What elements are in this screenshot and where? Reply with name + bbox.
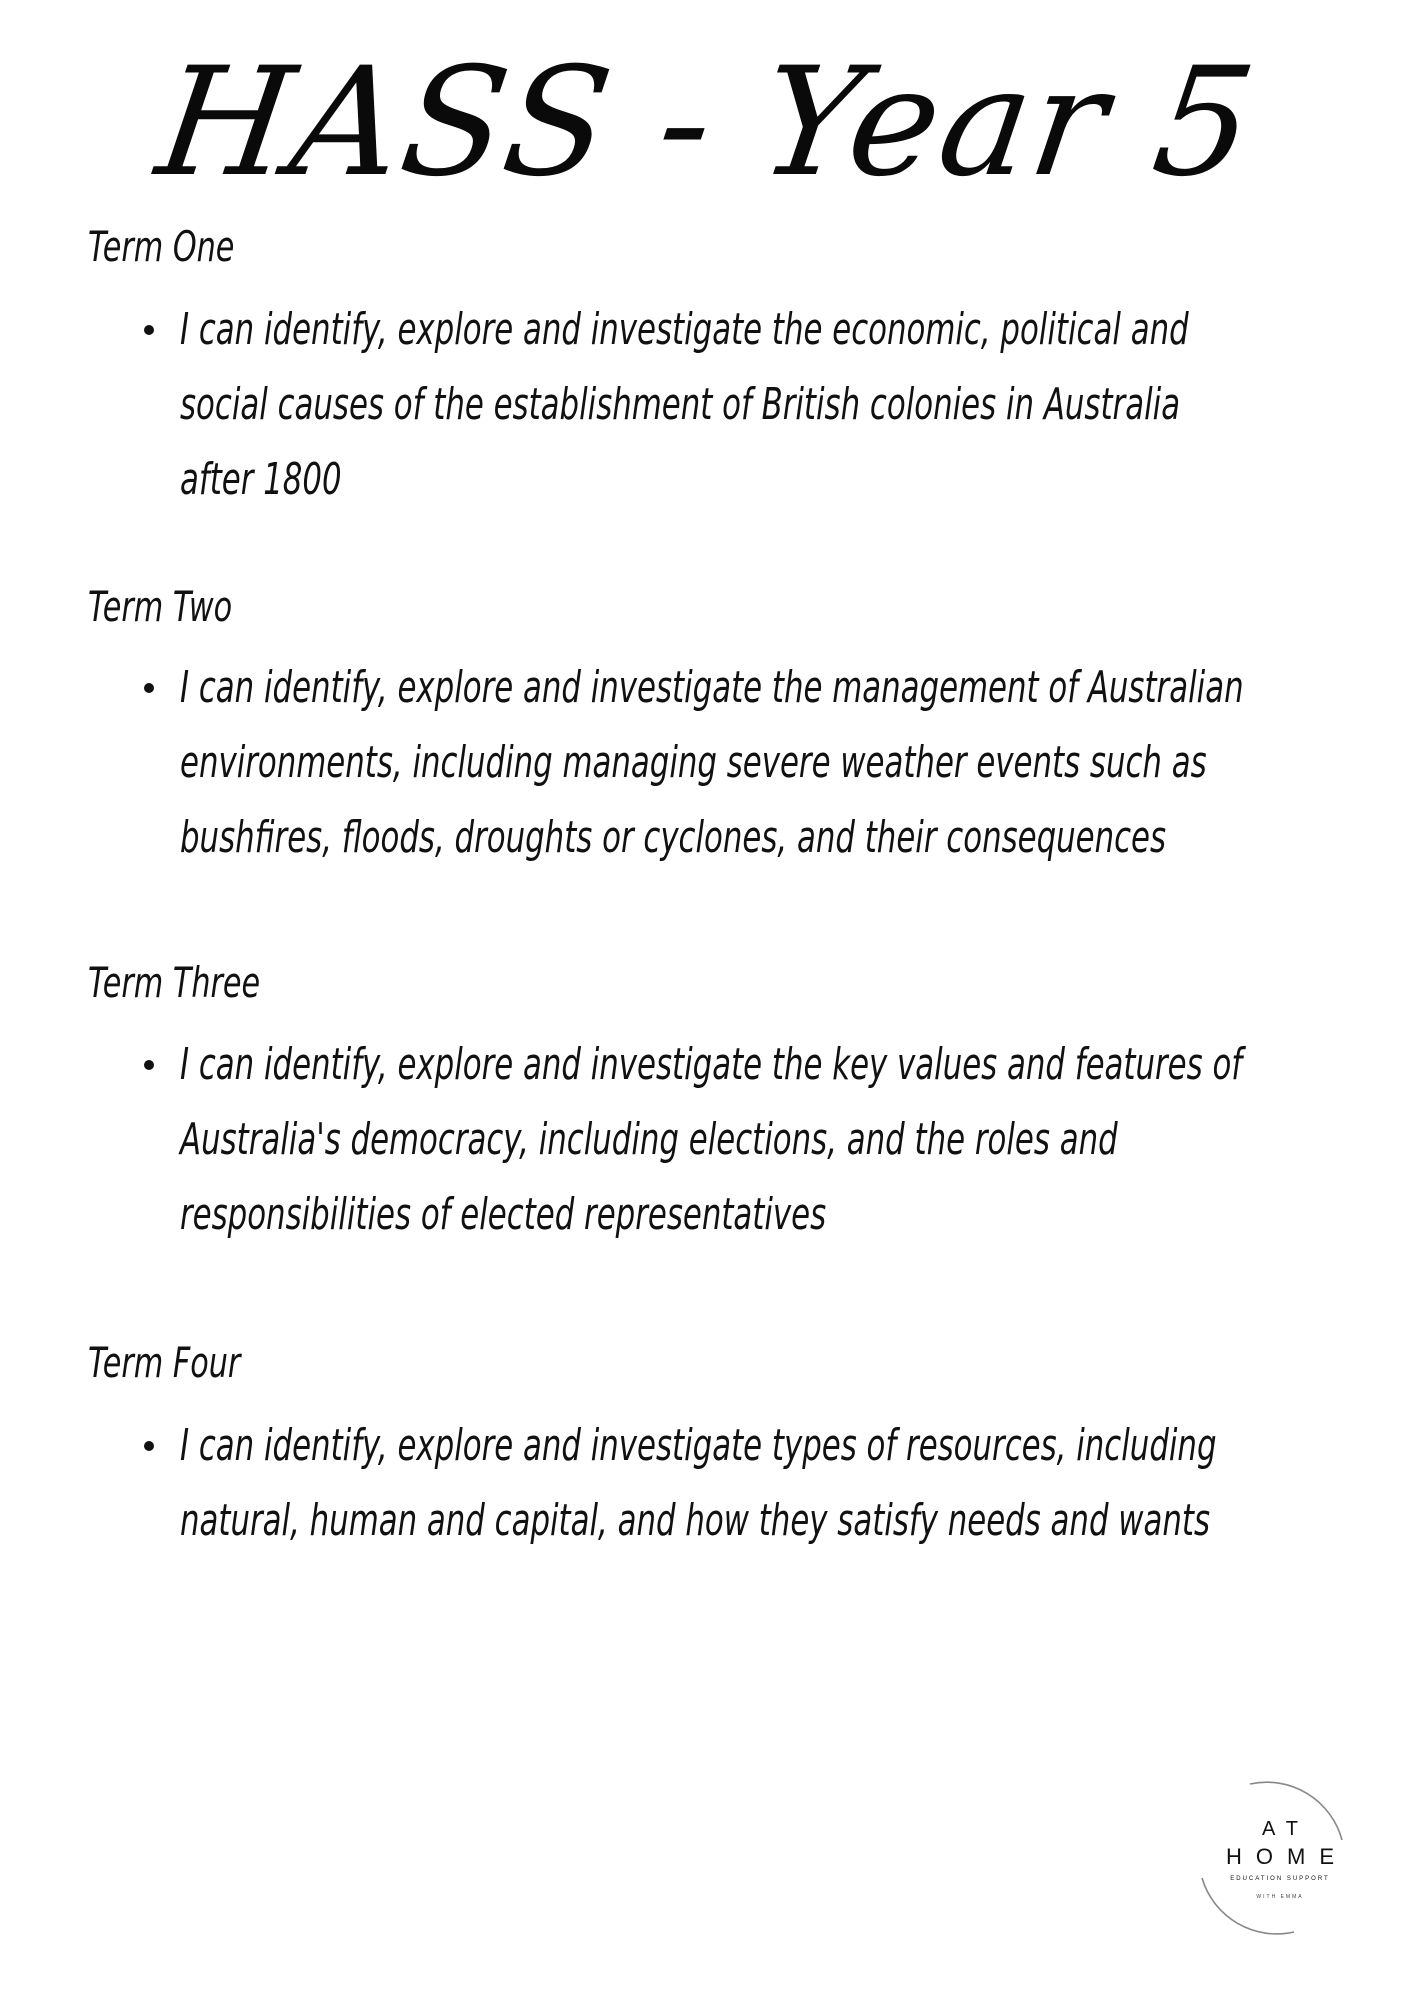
bullet-icon	[144, 683, 154, 693]
term-heading: Term Four	[88, 1338, 241, 1387]
logo-text-with: WITH EMMA	[1256, 1894, 1304, 1900]
page-title: HASS - Year 5	[148, 36, 1266, 210]
outcome-line: after 1800	[180, 454, 342, 505]
outcome-line: I can identify, explore and investigate the key values and features of	[180, 1039, 1243, 1090]
bullet-icon	[144, 1060, 154, 1070]
bullet-icon	[144, 325, 154, 335]
outcome-line: responsibilities of elected representatives	[180, 1189, 827, 1240]
outcome-line: I can identify, explore and investigate types of resources, including	[180, 1420, 1217, 1471]
outcome-line: I can identify, explore and investigate the economic, political and	[180, 304, 1189, 355]
outcome-line: bushfires, floods, droughts or cyclones, and their consequences	[180, 812, 1167, 863]
logo-text-home: HOME	[1226, 1844, 1348, 1869]
term-heading: Term Three	[88, 958, 261, 1007]
outcome-line: Australia's democracy, including elections, and the roles and	[180, 1114, 1118, 1165]
outcome-line: environments, including managing severe weather events such as	[180, 737, 1207, 788]
logo-text-at: AT	[1261, 1818, 1311, 1840]
brand-logo	[1190, 1780, 1370, 1950]
term-heading: Term One	[88, 222, 235, 271]
outcome-line: social causes of the establishment of British colonies in Australia	[180, 379, 1181, 430]
bullet-icon	[144, 1441, 154, 1451]
outcome-line: natural, human and capital, and how they satisfy needs and wants	[180, 1495, 1210, 1546]
logo-text-subtitle: EDUCATION SUPPORT	[1230, 1876, 1330, 1882]
outcome-line: I can identify, explore and investigate the management of Australian	[180, 662, 1244, 713]
term-heading: Term Two	[88, 582, 233, 631]
